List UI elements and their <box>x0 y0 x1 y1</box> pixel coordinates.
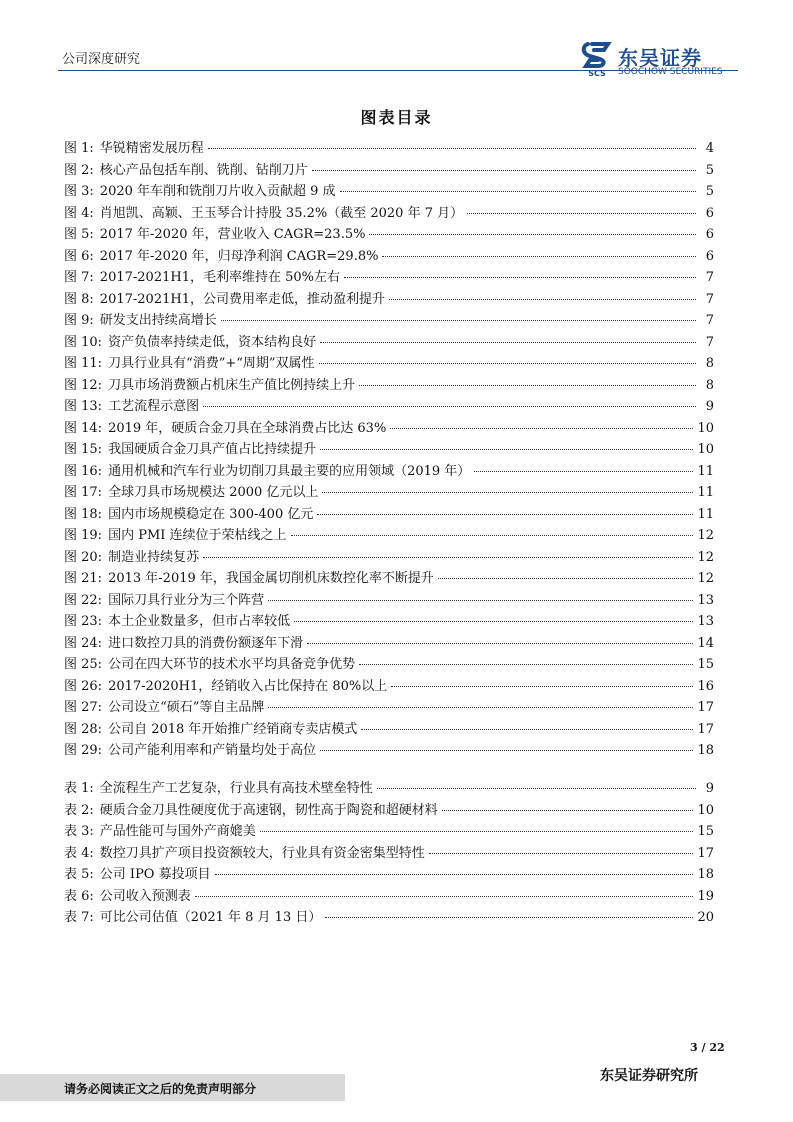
toc-entry-number: 图 2: <box>64 162 94 178</box>
soochow-logo-icon <box>580 40 614 78</box>
toc-title: 图表目录 <box>360 108 433 127</box>
toc-dot-leader <box>344 277 696 278</box>
toc-entry-page: 5 <box>705 184 714 199</box>
toc-dot-leader <box>307 643 693 644</box>
toc-entry-number: 图 10: <box>64 334 103 350</box>
toc-entry-number: 图 14: <box>64 420 103 436</box>
toc-dot-leader <box>429 853 694 854</box>
toc-entry-page: 20 <box>697 910 714 925</box>
toc-figure-row[interactable] <box>64 439 714 461</box>
toc-figure-row[interactable] <box>64 332 714 354</box>
toc-dot-leader <box>195 896 694 897</box>
toc-entry-page: 12 <box>697 549 714 565</box>
toc-entry-title: 2013 年-2019 年，我国金属切削机床数控化率不断提升 <box>108 571 434 586</box>
toc-entry-number: 图 16: <box>64 463 103 479</box>
toc-entry-number: 图 6: <box>64 248 94 264</box>
toc-entry-number: 图 19: <box>64 528 103 543</box>
toc-entry-page: 17 <box>697 700 714 715</box>
toc-dot-leader <box>474 471 693 472</box>
toc-dot-leader <box>320 342 696 343</box>
toc-entry-number: 图 13: <box>64 399 103 414</box>
toc-entry-title: 工艺流程示意图 <box>108 399 200 414</box>
toc-entry-page: 6 <box>705 227 714 242</box>
toc-entry-number: 图 3: <box>64 184 94 199</box>
toc-entry-title: 全球刀具市场规模达 2000 亿元以上 <box>108 485 319 500</box>
toc-entry-number: 表 4: <box>64 845 94 861</box>
toc-entry-page: 8 <box>705 356 714 371</box>
toc-entry-page: 9 <box>705 399 714 414</box>
toc-entry-title: 华锐精密发展历程 <box>99 141 204 156</box>
toc-entry-title: 2017-2021H1，毛利率维持在 50%左右 <box>99 270 340 285</box>
toc-entry-page: 11 <box>697 485 714 500</box>
toc-figure-row[interactable] <box>64 740 714 762</box>
toc-entry-title: 全流程生产工艺复杂，行业具有高技术壁垒特性 <box>99 781 373 796</box>
toc-dot-leader <box>203 557 693 558</box>
toc-dot-leader <box>391 686 693 687</box>
toc-entry-number: 图 5: <box>64 227 94 242</box>
toc-entry-number: 图 8: <box>64 291 94 307</box>
toc-figure-row[interactable] <box>64 396 714 418</box>
toc-entry-title: 通用机械和汽车行业为切削刀具最主要的应用领域（2019 年） <box>108 463 471 479</box>
toc-dot-leader <box>325 917 693 918</box>
toc-dot-leader <box>390 428 693 429</box>
toc-dot-leader <box>319 363 696 364</box>
toc-entry-number: 图 15: <box>64 442 103 457</box>
toc-table-row[interactable] <box>64 907 714 929</box>
toc-dot-leader <box>268 600 693 601</box>
toc-dot-leader <box>320 750 693 751</box>
toc-dot-leader <box>442 810 694 811</box>
toc-entry-number: 图 12: <box>64 377 103 393</box>
toc-entry-page: 19 <box>697 888 714 904</box>
toc-entry-page: 11 <box>697 506 714 522</box>
toc-entry-number: 图 29: <box>64 743 103 758</box>
toc-entry-title: 2019 年，硬质合金刀具在全球消费占比达 63% <box>108 420 387 436</box>
toc-entry-title: 研发支出持续高增长 <box>99 313 217 328</box>
toc-entry-title: 刀具市场消费额占机床生产值比例持续上升 <box>108 377 356 393</box>
toc-figure-row[interactable] <box>64 353 714 375</box>
toc-entry-page: 7 <box>705 334 714 350</box>
toc-dot-leader <box>377 788 696 789</box>
toc-entry-number: 图 21: <box>64 571 103 586</box>
figure-list <box>64 138 714 762</box>
toc-entry-page: 6 <box>705 248 714 264</box>
toc-entry-page: 10 <box>697 420 714 436</box>
toc-entry-title: 产品性能可与国外产商媲美 <box>99 824 256 839</box>
company-logo <box>580 40 740 80</box>
toc-entry-page: 17 <box>697 845 714 861</box>
toc-entry-page: 15 <box>697 824 714 839</box>
toc-figure-row[interactable] <box>64 375 714 397</box>
toc-entry-title: 2017-2021H1，公司费用率走低，推动盈利提升 <box>99 291 385 307</box>
toc-dot-leader <box>208 148 696 149</box>
toc-dot-leader <box>215 874 694 875</box>
toc-figure-row[interactable] <box>64 504 714 526</box>
toc-figure-row[interactable] <box>64 224 714 246</box>
toc-entry-page: 15 <box>697 657 714 672</box>
toc-dot-leader <box>322 492 693 493</box>
disclaimer-note: 请务必阅读正文之后的免责声明部分 <box>64 1082 257 1096</box>
toc-entry-number: 图 7: <box>64 270 94 285</box>
toc-entry-page: 12 <box>697 571 714 586</box>
toc-figure-row[interactable] <box>64 568 714 590</box>
toc-entry-number: 表 1: <box>64 781 94 796</box>
toc-figure-row[interactable] <box>64 181 714 203</box>
toc-entry-page: 18 <box>697 743 714 758</box>
toc-entry-title: 资产负债率持续走低，资本结构良好 <box>108 334 317 350</box>
toc-dot-leader <box>203 406 696 407</box>
toc-table-row[interactable] <box>64 886 714 908</box>
institution-name: 东吴证券研究所 <box>600 1068 698 1084</box>
toc-entry-title: 硬质合金刀具性硬度优于高速钢，韧性高于陶瓷和超硬材料 <box>99 802 438 818</box>
toc-figure-row[interactable] <box>64 418 714 440</box>
toc-entry-number: 图 20: <box>64 549 103 565</box>
toc-entry-title: 数控刀具扩产项目投资额较大，行业具有资金密集型特性 <box>99 845 425 861</box>
toc-entry-title: 公司产能利用率和产销量均处于高位 <box>108 743 317 758</box>
toc-entry-title: 核心产品包括车削、铣削、钻削刀片 <box>99 162 308 178</box>
toc-dot-leader <box>359 664 693 665</box>
toc-entry-page: 13 <box>697 614 714 629</box>
toc-table-row[interactable] <box>64 843 714 865</box>
toc-entry-title: 公司设立“硕石”等自主品牌 <box>108 700 265 715</box>
toc-entry-page: 5 <box>705 162 714 178</box>
toc-entry-title: 2017 年-2020 年，归母净利润 CAGR=29.8% <box>99 248 379 264</box>
toc-dot-leader <box>317 514 693 515</box>
toc-entry-number: 图 23: <box>64 614 103 629</box>
toc-figure-row[interactable] <box>64 289 714 311</box>
toc-dot-leader <box>294 621 693 622</box>
toc-figure-row[interactable] <box>64 547 714 569</box>
toc-entry-page: 13 <box>697 592 714 608</box>
toc-figure-row[interactable] <box>64 246 714 268</box>
toc-table-row[interactable] <box>64 821 714 843</box>
table-list <box>64 778 714 929</box>
toc-dot-leader <box>359 385 696 386</box>
toc-entry-number: 图 9: <box>64 313 94 328</box>
toc-entry-title: 2017 年-2020 年，营业收入 CAGR=23.5% <box>99 227 366 242</box>
toc-entry-number: 表 5: <box>64 867 94 882</box>
toc-dot-leader <box>438 578 694 579</box>
toc-entry-page: 10 <box>697 802 714 818</box>
toc-entry-page: 12 <box>697 528 714 543</box>
toc-entry-page: 7 <box>705 313 714 328</box>
toc-entry-number: 图 27: <box>64 700 103 715</box>
toc-figure-row[interactable] <box>64 654 714 676</box>
toc-table-row[interactable] <box>64 864 714 886</box>
logo-english-name: SOOCHOW SECURITIES <box>618 67 723 77</box>
toc-dot-leader <box>369 234 696 235</box>
toc-dot-leader <box>291 535 694 536</box>
toc-entry-page: 7 <box>705 270 714 285</box>
toc-dot-leader <box>340 191 696 192</box>
toc-dot-leader <box>260 831 694 832</box>
toc-dot-leader <box>361 729 693 730</box>
toc-dot-leader <box>221 320 696 321</box>
toc-entry-page: 18 <box>697 867 714 882</box>
toc-figure-row[interactable] <box>64 633 714 655</box>
toc-figure-row[interactable] <box>64 203 714 225</box>
toc-figure-row[interactable] <box>64 310 714 332</box>
toc-figure-row[interactable] <box>64 461 714 483</box>
toc-entry-title: 肖旭凯、高颖、王玉琴合计持股 35.2%（截至 2020 年 7 月） <box>99 205 464 221</box>
toc-entry-title: 国际刀具行业分为三个阵营 <box>108 592 265 608</box>
toc-entry-number: 表 7: <box>64 910 94 925</box>
toc-entry-number: 表 6: <box>64 888 94 904</box>
toc-entry-number: 表 2: <box>64 802 94 818</box>
toc-entry-page: 4 <box>705 141 714 156</box>
toc-entry-title: 国内市场规模稳定在 300-400 亿元 <box>108 506 314 522</box>
toc-entry-page: 8 <box>705 377 714 393</box>
toc-entry-title: 刀具行业具有“消费”+“周期”双属性 <box>108 356 315 371</box>
toc-figure-row[interactable] <box>64 611 714 633</box>
toc-entry-page: 10 <box>697 442 714 457</box>
toc-entry-page: 16 <box>697 678 714 694</box>
toc-entry-number: 图 4: <box>64 205 94 221</box>
toc-figure-row[interactable] <box>64 525 714 547</box>
toc-entry-title: 国内 PMI 连续位于荣枯线之上 <box>108 528 287 543</box>
report-type-label: 公司深度研究 <box>62 52 141 67</box>
toc-entry-title: 我国硬质合金刀具产值占比持续提升 <box>108 442 317 457</box>
toc-entry-title: 公司自 2018 年开始推广经销商专卖店模式 <box>108 721 358 737</box>
toc-entry-number: 图 24: <box>64 635 103 651</box>
toc-entry-title: 2017-2020H1，经销收入占比保持在 80%以上 <box>108 678 388 694</box>
toc-entry-number: 表 3: <box>64 824 94 839</box>
toc-entry-title: 本土企业数量多，但市占率较低 <box>108 614 291 629</box>
toc-entry-title: 2020 年车削和铣削刀片收入贡献超 9 成 <box>99 184 336 199</box>
toc-entry-number: 图 17: <box>64 485 103 500</box>
toc-entry-page: 6 <box>705 205 714 221</box>
toc-entry-title: 进口数控刀具的消费份额逐年下滑 <box>108 635 304 651</box>
toc-figure-row[interactable] <box>64 482 714 504</box>
toc-entry-page: 14 <box>697 635 714 651</box>
toc-entry-page: 9 <box>705 781 714 796</box>
toc-entry-number: 图 22: <box>64 592 103 608</box>
logo-chinese-name: 东吴证券 <box>618 46 702 70</box>
toc-dot-leader <box>389 299 696 300</box>
toc-table-row[interactable] <box>64 800 714 822</box>
logo-mark-text: SCS <box>588 69 606 78</box>
toc-dot-leader <box>382 256 696 257</box>
page-number: 3 / 22 <box>690 1041 725 1054</box>
toc-entry-number: 图 28: <box>64 721 103 737</box>
toc-figure-row[interactable] <box>64 160 714 182</box>
toc-dot-leader <box>467 213 696 214</box>
toc-table-row[interactable] <box>64 778 714 800</box>
toc-figure-row[interactable] <box>64 719 714 741</box>
toc-dot-leader <box>320 449 693 450</box>
toc-entry-number: 图 11: <box>64 356 103 371</box>
toc-entry-number: 图 18: <box>64 506 103 522</box>
toc-entry-title: 公司收入预测表 <box>99 888 191 904</box>
toc-entry-number: 图 1: <box>64 141 94 156</box>
toc-figure-row[interactable] <box>64 676 714 698</box>
toc-entry-page: 7 <box>705 291 714 307</box>
toc-entry-page: 11 <box>697 463 714 479</box>
toc-figure-row[interactable] <box>64 697 714 719</box>
toc-dot-leader <box>268 707 693 708</box>
toc-entry-number: 图 26: <box>64 678 103 694</box>
toc-entry-title: 可比公司估值（2021 年 8 月 13 日） <box>99 910 322 925</box>
toc-dot-leader <box>312 170 696 171</box>
toc-figure-row[interactable] <box>64 138 714 160</box>
toc-entry-page: 17 <box>697 721 714 737</box>
toc-figure-row[interactable] <box>64 267 714 289</box>
toc-entry-number: 图 25: <box>64 657 103 672</box>
toc-entry-title: 公司在四大环节的技术水平均具备竞争优势 <box>108 657 356 672</box>
toc-entry-title: 制造业持续复苏 <box>108 549 200 565</box>
toc-figure-row[interactable] <box>64 590 714 612</box>
header-divider <box>58 70 738 71</box>
toc-entry-title: 公司 IPO 募投项目 <box>99 867 211 882</box>
